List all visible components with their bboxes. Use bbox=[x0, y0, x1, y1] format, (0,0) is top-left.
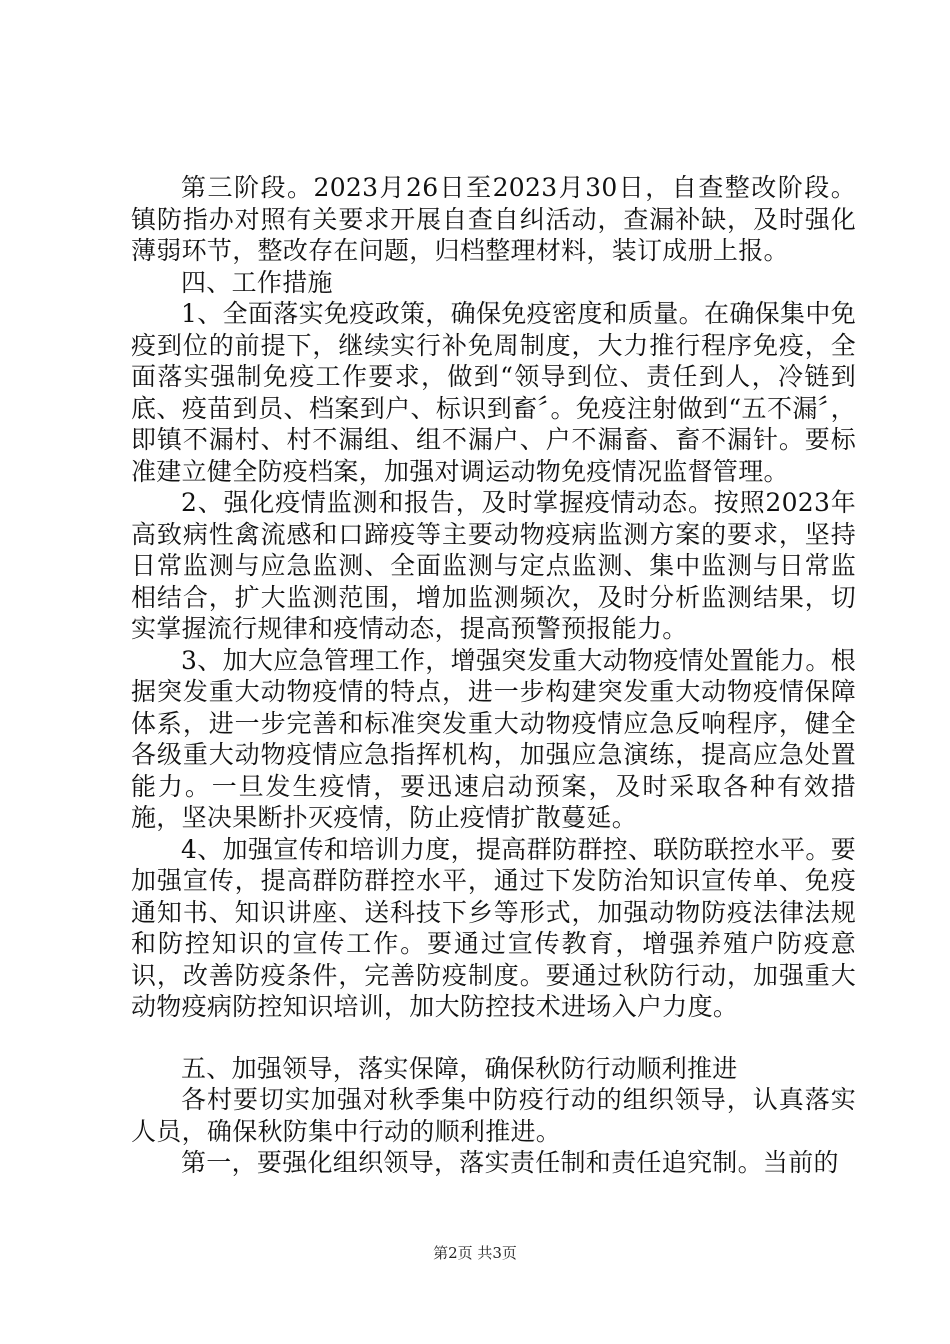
document-body bbox=[131, 172, 856, 1179]
page-number-footer: 第2页 共3页 bbox=[433, 1244, 517, 1262]
paragraph-village-duty: 各村要切实加强对秋季集中防疫行动的组织领导，认真落实人员，确保秋防集中行动的顺利推进。 bbox=[131, 1085, 856, 1146]
paragraph-stage-three: 第三阶段。2023月26日至2023月30日，自查整改阶段。镇防指办对照有关要求开展自查自纠活动，查漏补缺，及时强化薄弱环节，整改存在问题，归档整理材料，装订成册上报。 bbox=[131, 173, 856, 265]
paragraph-measure-3: 3、加大应急管理工作，增强突发重大动物疫情处置能力。根据突发重大动物疫情的特点，进一步构建突发重大动物疫情保障体系，进一步完善和标准突发重大动物疫情应急反响程序，健全各级重大动物疫情应急指挥机构，加强应急演练，提高应急处置能力。一旦发生疫情，要迅速启动预案，及时采取各种有效措施，坚决果断扑灭疫情，防止疫情扩散蔓延。 bbox=[131, 645, 856, 832]
paragraph-measure-4: 4、加强宣传和培训力度，提高群防群控、联防联控水平。要加强宣传，提高群防群控水平，通过下发防治知识宣传单、免疫通知书、知识讲座、送科技下乡等形式，加强动物防疫法律法规和防控知识的宣传工作。要通过宣传教育，增强养殖户防疫意识，改善防疫条件，完善防疫制度。要通过秋防行动，加强重大动物疫病防控知识培训，加大防控技术进场入户力度。 bbox=[131, 834, 856, 1021]
paragraph-measure-1: 1、全面落实免疫政策，确保免疫密度和质量。在确保集中免疫到位的前提下，继续实行补免周制度，大力推行程序免疫，全面落实强制免疫工作要求，做到“领导到位、责任到人，冷链到底、疫苗到员、档案到户、标识到畜〞。免疫注射做到“五不漏〞，即镇不漏村、村不漏组、组不漏户、户不漏畜、畜不漏针。要标准建立健全防疫档案，加强对调运动物免疫情况监督管理。 bbox=[131, 299, 856, 486]
paragraph-measure-2: 2、强化疫情监测和报告，及时掌握疫情动态。按照2023年高致病性禽流感和口蹄疫等主要动物疫病监测方案的要求，坚持日常监测与应急监测、全面监测与定点监测、集中监测与日常监相结合，扩大监测范围，增加监测频次，及时分析监测结果，切实掌握流行规律和疫情动态，提高预警预报能力。 bbox=[131, 488, 856, 643]
heading-work-measures: 四、工作措施 bbox=[181, 267, 333, 297]
paragraph-gap bbox=[131, 1023, 856, 1053]
heading-leadership: 五、加强领导，落实保障，确保秋防行动顺利推进 bbox=[181, 1053, 738, 1083]
paragraph-first-point: 第一，要强化组织领导，落实责任制和责任追究制。当前的 bbox=[181, 1148, 839, 1177]
